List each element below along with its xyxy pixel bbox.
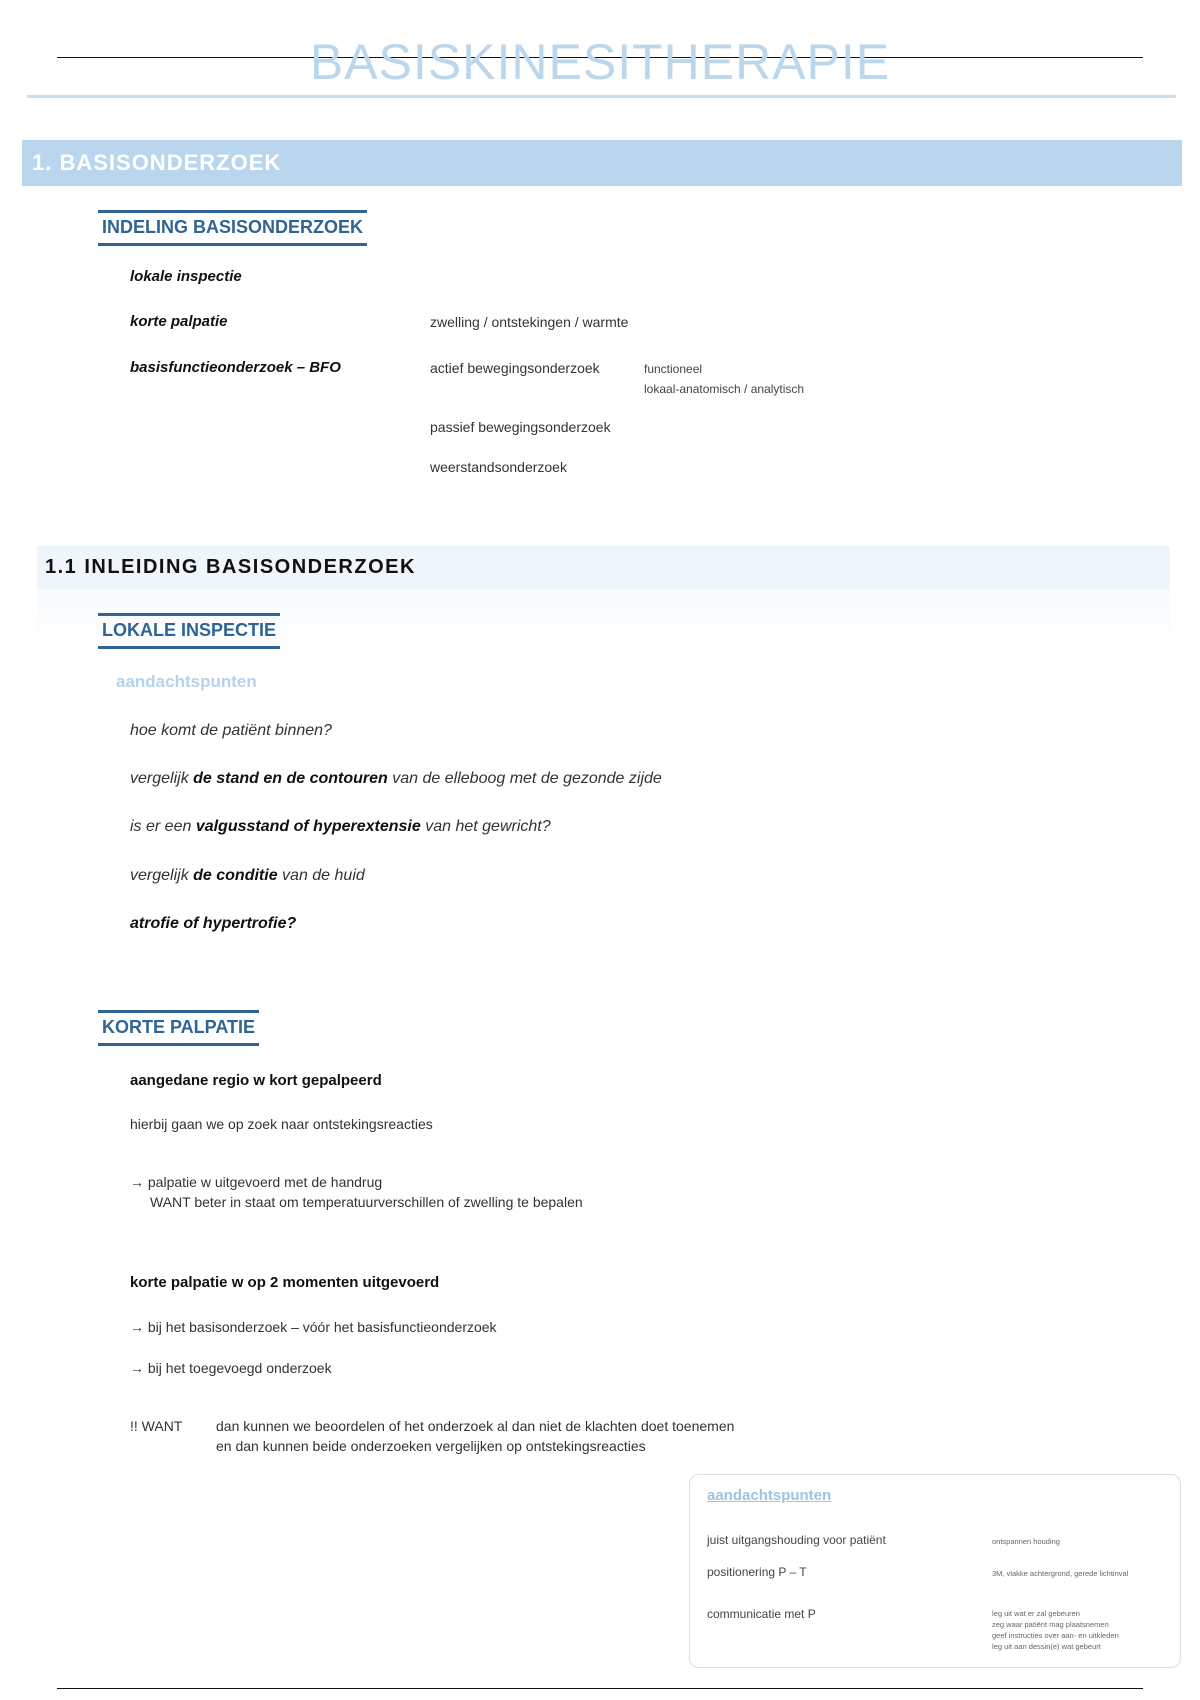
note-title: aandachtspunten [707, 1487, 832, 1504]
note-row-detail: zeg waar patiënt mag plaatsnemen [992, 1620, 1109, 1629]
page-title: BASISKINESITHERAPIE [309, 34, 891, 90]
want-text: en dan kunnen beide onderzoeken vergelijken op ontstekingsreacties [216, 1438, 646, 1454]
inspection-point: vergelijk de conditie van de huid [130, 867, 365, 884]
subsection-heading: 1.1 INLEIDING BASISONDERZOEK [45, 556, 416, 578]
palpatie-text: hierbij gaan we op zoek naar ontstekingsreacties [130, 1116, 433, 1132]
palpatie-reason: WANT beter in staat om temperatuurverschillen of zwelling te bepalen [150, 1194, 583, 1210]
palpatie-subheading: korte palpatie w op 2 momenten uitgevoerd [130, 1274, 440, 1291]
inspection-point: atrofie of hypertrofie? [130, 915, 297, 932]
want-label: !! WANT [130, 1418, 183, 1434]
item-sub: functioneel [644, 362, 703, 376]
note-row-detail: geef instructies over aan- en uitkleden [992, 1631, 1119, 1640]
inspection-point: vergelijk de stand en de contouren van de elleboog met de gezonde zijde [130, 770, 662, 787]
lokale-inspectie-heading: LOKALE INSPECTIE [98, 613, 280, 649]
palpatie-arrow: → palpatie w uitgevoerd met de handrug [130, 1174, 383, 1190]
note-row-detail: leg uit wat er zal gebeuren [992, 1609, 1080, 1618]
section-bar [22, 140, 1182, 186]
palpatie-subheading: aangedane regio w kort gepalpeerd [130, 1072, 382, 1089]
note-row-label: juist uitgangshouding voor patiënt [707, 1533, 886, 1547]
want-text: dan kunnen we beoordelen of het onderzoek al dan niet de klachten doet toenemen [216, 1418, 735, 1434]
palpatie-moment: → bij het basisonderzoek – vóór het basisfunctieonderzoek [130, 1319, 497, 1335]
inspection-point: hoe komt de patiënt binnen? [130, 722, 332, 739]
note-row-detail: 3M, vlakke achtergrond, gerede lichtinval [992, 1569, 1129, 1578]
item-detail: weerstandsonderzoek [430, 459, 567, 475]
note-row-detail: leg uit aan dessin(e) wat gebeurt [992, 1642, 1101, 1651]
indeling-heading: INDELING BASISONDERZOEK [98, 210, 367, 246]
item-detail: passief bewegingsonderzoek [430, 419, 611, 435]
aandachtspunten-box [689, 1474, 1181, 1668]
inspection-point: is er een valgusstand of hyperextensie van het gewricht? [130, 818, 551, 835]
korte-palpatie-heading: KORTE PALPATIE [98, 1010, 259, 1046]
title-underline [27, 95, 1176, 98]
section-heading: 1. BASISONDERZOEK [32, 150, 282, 175]
item-label: lokale inspectie [130, 268, 242, 285]
subsection-bar [37, 546, 1170, 589]
item-detail: zwelling / ontstekingen / warmte [430, 314, 629, 330]
item-label: basisfunctieonderzoek – BFO [130, 359, 341, 376]
bottom-rule [57, 1688, 1143, 1689]
item-label: korte palpatie [130, 313, 228, 330]
palpatie-moment: → bij het toegevoegd onderzoek [130, 1360, 332, 1376]
item-detail: actief bewegingsonderzoek [430, 360, 600, 376]
note-row-detail: ontspannen houding [992, 1537, 1060, 1546]
item-sub: lokaal-anatomisch / analytisch [644, 382, 805, 396]
note-row-label: positionering P – T [707, 1565, 807, 1579]
note-row-label: communicatie met P [707, 1607, 816, 1621]
aandachtspunten-heading: aandachtspunten [116, 672, 257, 691]
